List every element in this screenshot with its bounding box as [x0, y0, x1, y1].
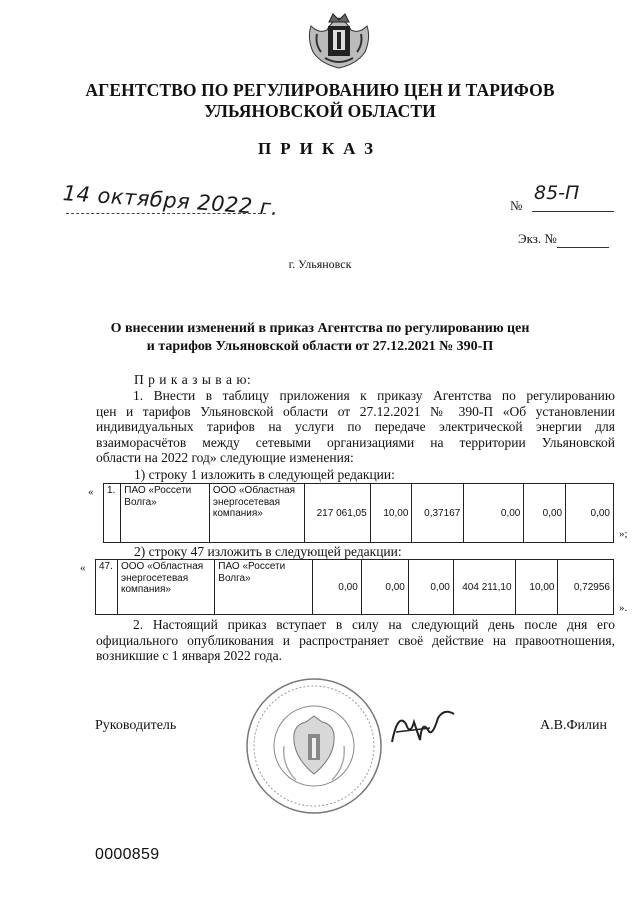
table-row	[104, 484, 614, 543]
cell-supplier: ПАО «Россети Волга»	[121, 484, 210, 543]
signatory-position: Руководитель	[95, 718, 177, 733]
prikazyvayu: П р и к а з ы в а ю:	[134, 372, 252, 387]
cell-counterparty: ПАО «Россети Волга»	[215, 560, 312, 615]
cell-value: 217 061,05	[304, 484, 370, 543]
cell-value: 0,72956	[558, 560, 614, 615]
cell-value: 0,00	[408, 560, 453, 615]
order-subject	[90, 320, 550, 356]
table-row	[96, 560, 614, 615]
p2-line: официального опубликования и распространяет своё действие на правоотношения,	[96, 632, 615, 648]
official-seal-stamp	[244, 676, 384, 816]
p1-line: 1. Внести в таблицу приложения к приказу Агентства по регулированию	[133, 388, 615, 403]
copy-number	[518, 231, 609, 248]
amendment-table-row47	[95, 559, 614, 615]
handwritten-signature	[388, 702, 458, 752]
document-title: ПРИКАЗ	[258, 139, 382, 158]
paragraph-1	[96, 388, 615, 466]
cell-value: 0,00	[464, 484, 524, 543]
cell-value: 0,00	[361, 560, 408, 615]
row1-close-quote: »;	[619, 528, 628, 540]
order-number-underline	[532, 211, 614, 212]
cell-value: 0,00	[312, 560, 361, 615]
cell-value: 10,00	[370, 484, 412, 543]
p1-line: цен и тарифов Ульяновской области от 27.12.2021 № 390-П «Об установлении	[96, 403, 615, 419]
cell-row-number: 47.	[96, 560, 118, 615]
sub-item-2: 2) строку 47 изложить в следующей редакции:	[134, 544, 402, 559]
cell-row-number: 1.	[104, 484, 121, 543]
order-date: 14 октября 2022 г.	[62, 181, 280, 221]
row1-open-quote: «	[88, 486, 94, 498]
p1-line: взаиморасчётов между сетевыми организациями на территории Ульяновской	[96, 434, 615, 450]
signatory-name: А.В.Филин	[540, 718, 607, 733]
sub-item-1: 1) строку 1 изложить в следующей редакции:	[134, 467, 395, 482]
order-number-label: №	[510, 198, 523, 213]
agency-name-line1: АГЕНТСТВО ПО РЕГУЛИРОВАНИЮ ЦЕН И ТАРИФОВ	[85, 80, 555, 100]
paragraph-2	[96, 617, 615, 664]
row47-close-quote: ».	[619, 602, 628, 614]
cell-value: 0,00	[566, 484, 614, 543]
city: г. Ульяновск	[288, 257, 352, 271]
amendment-table-row1	[103, 483, 614, 543]
p2-line: 2. Настоящий приказ вступает в силу на следующий день после дня его	[133, 617, 615, 632]
subject-line1: О внесении изменений в приказ Агентства по регулированию цен	[110, 321, 530, 336]
cell-value: 404 211,10	[453, 560, 515, 615]
cell-supplier: ООО «Областная энергосетевая компания»	[117, 560, 214, 615]
serial-number: 0000859	[95, 846, 160, 863]
cell-value: 0,37167	[412, 484, 464, 543]
cell-counterparty: ООО «Областная энергосетевая компания»	[209, 484, 304, 543]
p1-line: индивидуальных тарифов на услуги по передаче электрической энергии для	[96, 419, 615, 435]
coat-of-arms-icon	[303, 8, 375, 70]
cell-value: 0,00	[524, 484, 566, 543]
cell-value: 10,00	[515, 560, 558, 615]
agency-name-line2: УЛЬЯНОВСКОЙ ОБЛАСТИ	[204, 101, 436, 121]
order-number: 85-П	[534, 182, 580, 204]
p2-line: возникшие с 1 января 2022 года.	[96, 648, 282, 664]
copy-number-label: Экз. №	[518, 231, 557, 246]
row47-open-quote: «	[80, 562, 86, 574]
subject-line2: и тарифов Ульяновской области от 27.12.2021 № 390-П	[146, 339, 494, 354]
p1-line: области на 2022 год» следующие изменения:	[96, 450, 354, 466]
